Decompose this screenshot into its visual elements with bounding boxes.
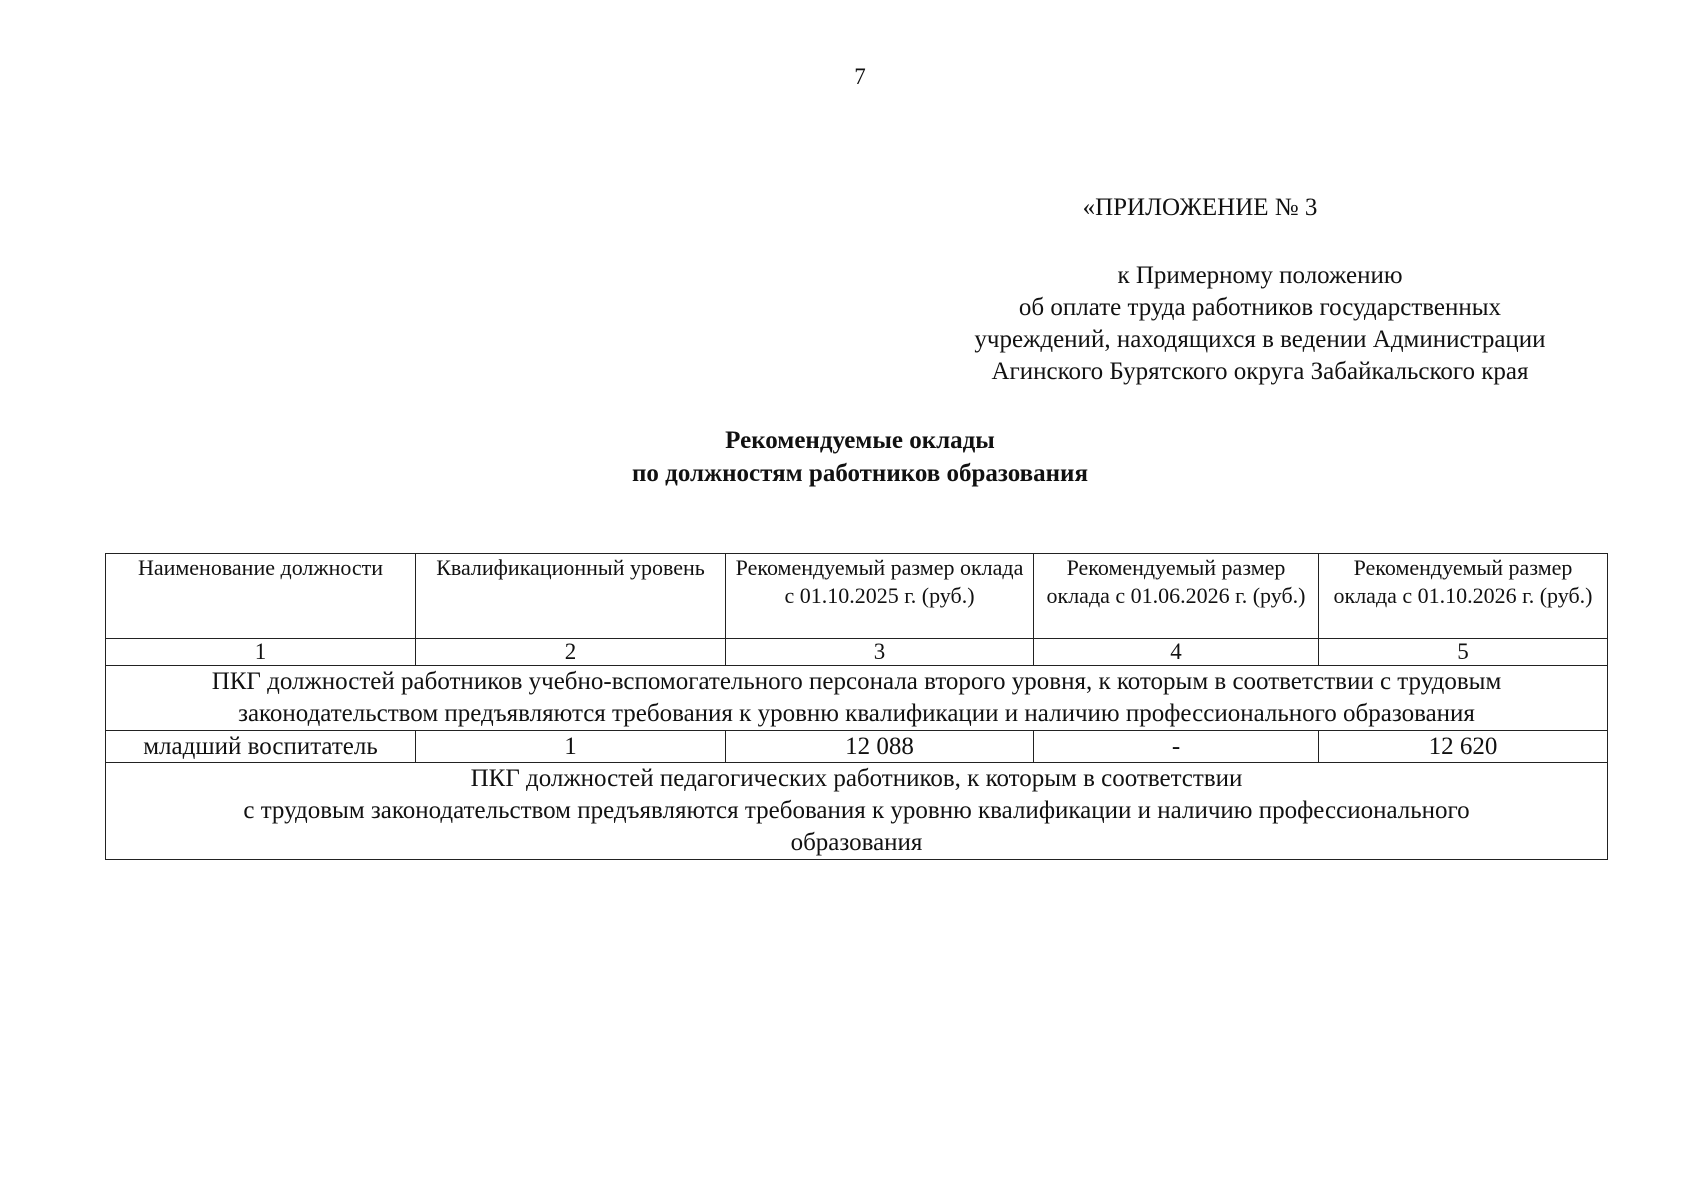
- appendix-subtitle: [880, 260, 1640, 388]
- table-header-cell: Рекомендуемый размер оклада с 01.10.2026 г. (руб.): [1319, 554, 1608, 639]
- document-title-line: по должностям работников образования: [632, 460, 1088, 487]
- table-header-row: [106, 554, 1608, 639]
- appendix-line: об оплате труда работников государственных: [1018, 294, 1502, 321]
- group-heading-line: ПКГ должностей работников учебно-вспомогательного персонала второго уровня, к которым в соответствии с трудовым: [211, 668, 1502, 695]
- group-heading-line: с трудовым законодательством предъявляются требования к уровню квалификации и наличию профессионального: [243, 797, 1470, 824]
- group-heading: [106, 666, 1608, 731]
- table-header-cell: Квалификационный уровень: [416, 554, 726, 639]
- salary-2025-10: 12 088: [726, 731, 1034, 763]
- group-row: [106, 666, 1608, 731]
- column-number: 3: [726, 639, 1034, 666]
- appendix-line: учреждений, находящихся в ведении Администрации: [974, 326, 1546, 353]
- group-heading: [106, 763, 1608, 860]
- position-name: младший воспитатель: [106, 731, 416, 763]
- table-header-cell: Наименование должности: [106, 554, 416, 639]
- group-row: [106, 763, 1608, 860]
- appendix-title: «ПРИЛОЖЕНИЕ № 3: [1082, 194, 1318, 221]
- group-heading-line: ПКГ должностей педагогических работников, к которым в соответствии: [470, 765, 1243, 792]
- appendix-line: Агинского Бурятского округа Забайкальского края: [991, 358, 1529, 385]
- page-number: 7: [854, 64, 866, 89]
- table-header-cell: Рекомендуемый размер оклада с 01.10.2025 г. (руб.): [726, 554, 1034, 639]
- salary-2026-10: 12 620: [1319, 731, 1608, 763]
- document-title: [0, 424, 1697, 490]
- column-number: 5: [1319, 639, 1608, 666]
- table-header-cell: Рекомендуемый размер оклада с 01.06.2026 г. (руб.): [1034, 554, 1319, 639]
- table-row: [106, 731, 1608, 763]
- column-number-row: [106, 639, 1608, 666]
- column-number: 4: [1034, 639, 1319, 666]
- column-number: 2: [416, 639, 726, 666]
- appendix-line: к Примерному положению: [1117, 262, 1403, 289]
- group-heading-line: законодательством предъявляются требования к уровню квалификации и наличию профессионального образования: [238, 700, 1475, 727]
- group-heading-line: образования: [790, 829, 923, 856]
- salary-table: [105, 553, 1608, 860]
- qualification-level: 1: [416, 731, 726, 763]
- salary-2026-06: -: [1034, 731, 1319, 763]
- document-title-line: Рекомендуемые оклады: [725, 427, 995, 454]
- column-number: 1: [106, 639, 416, 666]
